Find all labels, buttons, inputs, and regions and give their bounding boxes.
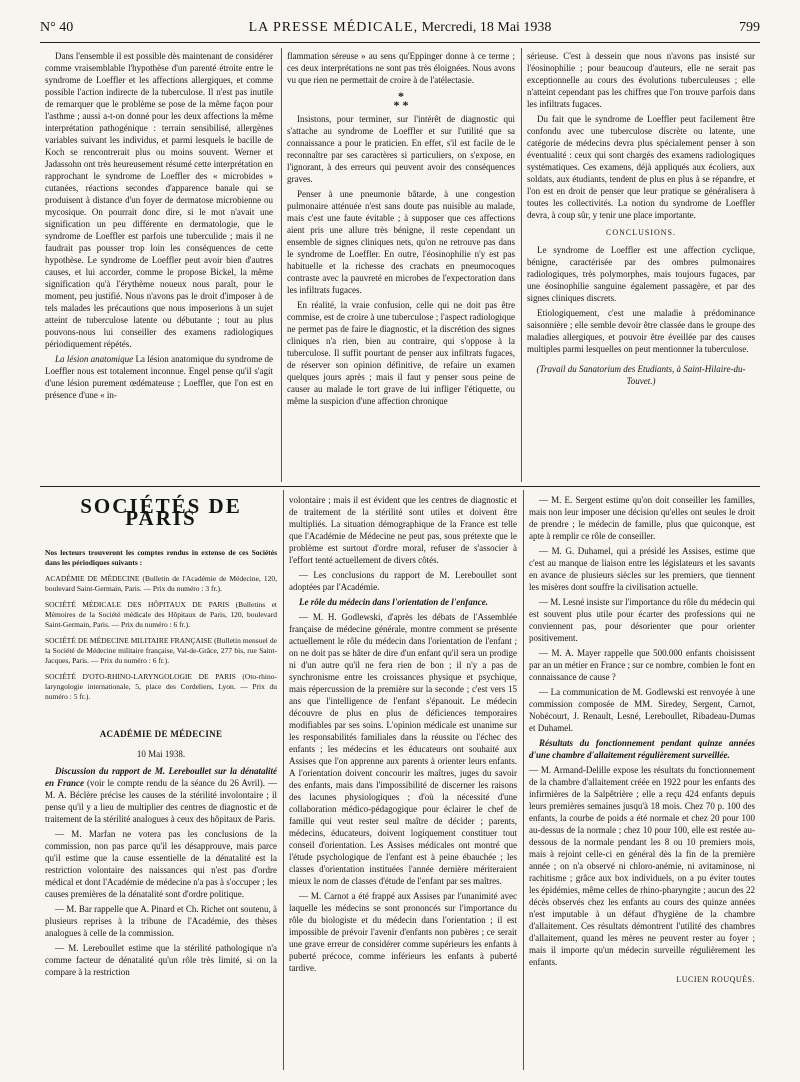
paragraph: — M. H. Godlewski, d'après les débats de l'Assemblée française de médecine générale, montre comment se présente actuellement le rôle du médecin dans l'orientation de l'enfant ; on ne doit pas se hâter de dire d'un enfant qu'il sera un prodige ni d'un autre qu'il ne fera rien de bon ; il n'y a pas de synchronisme entre les croissances physique et psychique, mais répercussion de la première sur la seconde ; c'est vers 15 ans que l'intelligence de l'enfant s'épanouit. Le médecin découvre de plus en plus de déficiences temporaires modifiables par ses soins. L'opinion médicale est unanime sur les responsabilités familiales dans la réussite ou l'échec des enfants ; les médecins et les éducateurs ont souhaité aux Assises que l'on apprenne aux parents à orienter leurs enfants. A l'orientation doivent concourir les maîtres, juges du savoir des enfants, mais dans l'impossibilité de discerner les raisons des lacunes physiologiques ; d'où la nécessité d'une collaboration médico-pédagogique pour éclairer le chef de famille qui veut rester seul maître de décider ; parents, médecins, éducateurs, doivent logiquement constituer tout conseil d'orientation. Les Assises médicales ont montré que l'étude psychologique de l'enfant est à peine ébauchée ; les classes d'orientation instituées l'année dernière mériteraient mieux le nom de classes d'étude de l'enfant par ses maîtres. [289,612,517,886]
paragraph: Insistons, pour terminer, sur l'intérêt de diagnostic qui s'attache au syndrome de Loeffler et sur l'utilité que sa connaissance a pour le praticien. En effet, s'il est facile de le reconnaître par ses caractères si particuliers, on s'expose, en l'ignorant, à des erreurs qui peuvent avoir des conséquences graves. [287,114,515,184]
paragraph: Du fait que le syndrome de Loeffler peut facilement être confondu avec une tuberculose discrète ou latente, une catégorie de médecins devra plus spécialement penser à son éventualité : ceux qui sont chargés des examens radiologiques systématiques. Ces examens, déjà appliqués aux écoliers, aux soldats, aux étudiants, tendent de plus en plus à se répandre, et l'on est en droit de penser que leur pratique se généralisera à toutes les collectivités. La notion du syndrome de Loeffler devra, à coup sûr, y tenir une place importante. [527,114,755,220]
discussion-paragraph [45,765,277,825]
paragraph: — M. A. Mayer rappelle que 500.000 enfants choisissent par an un métier en France ; sur ce nombre, combien le font en connaissance de cause ? [529,648,755,682]
section-separator-stars: * * * [393,89,409,112]
paragraph: Dans l'ensemble il est possible dès maintenant de considérer comme vraisemblable l'hypothèse d'un parenté étroite entre le syndrome de Loeffler et les affections allergiques, et comme possible l'action indirecte de la tuberculose. Il n'est pas inutile de remarquer que le problème se pose de la même façon pour l'asthme ; aussi a-t-on donné pour les deux affections la même interprétation pathogénique : terrain sensibilisé, allergènes variables suivant les individus, et parmi lesquels le bacille de Koch se rencontrerait plus ou moins souvent. Werner et Jadassohn ont très heureusement résumé cette interprétation en rapprochant le syndrome de Loeffler des « microbides » cutanées, réactions secondes d'apparence banale qui se produisent à distance d'un foyer de dermatose microbienne ou mycosique. On pourrait donc dire, si le mot n'avait une signification un peu différente en dermatologie, que le syndrome de Loeffler est parfois une tuberculide ; mais il ne faudrait pas pousser trop loin les conséquences de cette hypothèse. Le syndrome de Loeffler peut avoir bien d'autres causes, et lui accorder, comme le propose Bickel, la même signification qu'à l'érythème noueux nous paraît, pour le moment, peu justifié. Nous n'avons pas le droit d'imposer à de tels malades les précautions que nous imposerions à un sujet atteint de tuberculose latente ou débutante ; tout au plus pouvons-nous lui conseiller des examens radiologiques périodiquement répétés. [45,51,273,349]
paragraph: — Les conclusions du rapport de M. Lereboullet sont adoptées par l'Académie. [289,570,517,592]
paragraph: — M. Armand-Delille expose les résultats du fonctionnement de la chambre d'allaitement créée en 1922 pour les enfants des infirmières de la Salpêtrière ; elle a reçu 424 enfants depuis leurs premières semaines jusqu'à 18 mois. Chez 70 p. 100 des enfants, la courbe de poids a été normale et chez 20 pour 100 au-dessus de la normale ; chez 10 pour 100, elle est restée au-dessous de la normale pendant les 8 ou 10 premiers mois, mais à rejoint celle-ci en général dès la fin de la première année ; on n'a observé ni chloro-anémie, ni avitaminose, ni rachitisme ; grâce aux box individuels, on a pu éviter toutes les épidémies, même celles de rhino-pharyngite ; aucun des 22 décès observés chez les enfants au cours des quinze années n'est imputable à un défaut d'hygiène de la chambre d'allaitement. Ces résultats démontrent l'utilité des chambres d'allaitement, quand les mères ne peuvent rester au foyer ; mais il importe qu'un médecin surveille régulièrement les enfants. [529,765,755,967]
society-entry: SOCIÉTÉ D'OTO-RHINO-LARYNGOLOGIE DE PARIS (Oto-rhino-laryngologie internationale, 5, place des Cordeliers, Lyon. — Prix du numéro : 5 fr.). [45,672,277,701]
page-number: 799 [739,20,760,35]
section-rule [40,486,760,487]
society-entry: ACADÉMIE DE MÉDECINE (Bulletin de l'Académie de Médecine, 120, boulevard Saint-Germain, Paris. — Prix du numéro : 3 fr.). [45,574,277,593]
column-divider [283,490,284,1070]
publication-name: LA PRESSE MÉDICALE, [248,20,419,35]
article-column-1 [45,50,273,404]
paragraph: — La communication de M. Godlewski est renvoyée à une commission composée de MM. Siredey, Sergent, Carnot, Nobécourt, J. Renault, Lesné, Lereboullet, Ribadeau-Dumas et Duhamel. [529,687,755,733]
paragraph: — M. Carnot a été frappé aux Assises par l'unanimité avec laquelle les médecins se sont prononcés sur l'importance du rôle du biologiste et du médecin dans l'orientation ; il est impossible de prévoir l'avenir d'enfants non pubères ; ce serait une grave erreur de considérer comme supérieurs les enfants à puberté précoce, comme inférieurs les enfants à puberté tardive. [289,891,517,973]
paragraph: En réalité, la vraie confusion, celle qui ne doit pas être commise, est de croire à une tuberculose ; l'aspect radiologique ne permet pas de faire le diagnostic, et la discrétion des signes cliniques n'a rien, bien au contraire, qui s'oppose à la tuberculose. Il suffit pourtant de penser aux infiltrats fugaces, de réserver son opinion définitive, de refaire un examen quelques jours après ; mais il faut y penser sous peine de causer au malade le tort grave de lui infliger l'étiquette, ou même la suspicion d'une affection chronique [287,300,515,406]
running-title [40,20,760,36]
section-title: SOCIÉTÉS DE PARIS [80,494,242,530]
page-header [40,20,760,42]
paragraph: — M. Lereboullet estime que la stérilité pathologique n'a comme facteur de dénatalité qu'un rôle très limité, si on la compare à la restriction [45,943,277,977]
paragraph-text: La lésion anatomique du syndrome de Loeffler nous est totalement inconnue. Engel pense qu'il s'agit d'une lésion purement œdémateuse ; Loeffler, que l'on est en présence d'une « in- [45,354,274,400]
academy-date: 10 Mai 1938. [136,749,186,759]
conclusions-heading: CONCLUSIONS. [605,228,676,237]
article-column-2 [287,50,515,410]
issue-date: Mercredi, 18 Mai 1938 [421,20,552,35]
paragraph: Penser à une pneumonie bâtarde, à une congestion pulmonaire atténuée n'est sans doute pas nuisible au malade, mais c'est une faute évitable ; à supposer que ces affections aient pris une allure très bénigne, il reste cependant un ensemble de signes cliniques nets, qu'on ne retrouve pas dans le syndrome de Loeffler. En outre, l'éosinophilie n'y est pas habituelle et la richesse des crachats en pneumocoques contraste avec la pauvreté en microbes de l'expectoration dans les infiltrats fugaces. [287,189,515,295]
societies-column-1 [45,494,277,981]
paragraph: — M. Marfan ne votera pas les conclusions de la commission, non pas parce qu'il les désapprouve, mais parce qu'il estime que la cause essentielle de la dénatalité est la restriction volontaire des naissances qui n'est pas d'ordre médical et dont l'Académie de médecine n'a pas à s'occuper ; les causes premières de la dénatalité sont d'ordre politique. [45,829,277,899]
paragraph: — M. Bar rappelle que A. Pinard et Ch. Richet ont soutenu, à plusieurs reprises à la tribune de l'Académie, des thèses analogues à celle de la commission. [45,904,277,938]
societies-list [45,548,277,702]
societies-column-3 [529,494,755,986]
society-entry: SOCIÉTÉ MÉDICALE DES HÔPITAUX DE PARIS (Bulletins et Mémoires de la Société médicale des Hôpitaux de Paris, 120, boulevard Saint-Germain, Paris. — Prix du numéro : 6 fr.). [45,600,277,629]
column-divider [523,490,524,1070]
header-rule [40,42,760,43]
academy-heading: ACADÉMIE DE MÉDECINE [99,729,223,739]
results-lead: Résultats du fonctionnement pendant quinze années d'une chambre d'allaitement régulièrement surveillée. [529,738,755,760]
article-column-3 [527,50,755,387]
paragraph: Etiologiquement, c'est une maladie à prédominance saisonnière ; elle semble devoir être classée dans le groupe des maladies allergiques, et pouvoir être éveillée par des causes multiples parmi lesquelles on peut mentionner la tuberculose. [527,308,755,354]
column-divider [521,48,522,482]
paragraph-text: (voir le compte rendu de la séance du 26 Avril). — M. A. Béclère précise les causes de la stérilité involontaire ; il pense qu'il y a lieu de multiplier des centres de diagnostic et de traitement de la stérilité analogues à ceux des hôpitaux de Paris. [45,778,277,824]
issue-number: N° 40 [40,20,74,35]
paragraph: — M. Lesné insiste sur l'importance du rôle du médecin qui est souvent plus utile pour écarter des professions qui ne conviennent pas, pour désorienter que pour orienter positivement. [529,597,755,643]
society-entry: SOCIÉTÉ DE MÉDECINE MILITAIRE FRANÇAISE (Bulletin mensuel de la Société de Médecine militaire française, Val-de-Grâce, 277 bis, rue Saint-Jacques, Paris. — Prix du numéro : 6 fr.). [45,636,277,665]
article-credit: (Travail du Sanatorium des Etudiants, à Saint-Hilaire-du-Touvet.) [536,364,746,386]
orientation-lead: Le rôle du médecin dans l'orientation de l'enfance. [299,597,488,607]
paragraph: flammation séreuse » au sens qu'Eppinger donne à ce terme ; ces deux interprétations ne sont pas très éloignées. Nous avons vu que rien ne permettait de croire à de l'atélectasie. [287,51,515,85]
discussion-lead: Discussion du rapport de M. Lereboullet sur la dénatalité en France [45,766,277,788]
paragraph-lesion [45,353,273,401]
paragraph: Le syndrome de Loeffler est une affection cyclique, bénigne, caractérisée par des ombres pulmonaires radiologiques, très polymorphes, mais toujours fugaces, par une éosinophilie sanguine également passagère, et par des signes cliniques discrets. [527,245,755,303]
paragraph: — M. G. Duhamel, qui a présidé les Assises, estime que c'est au manque de liaison entre les législateurs et les savants en avance de plusieurs siècles sur les premiers, que tiennent les misères dont souffre la civilisation actuelle. [529,546,755,592]
paragraph: — M. E. Sergent estime qu'on doit conseiller les familles, mais non leur imposer une décision qu'elles ont seules le droit de prendre ; le médecin de famille, plus que quiconque, est apte à remplir ce rôle de conseiller. [529,495,755,541]
author-signature: LUCIEN ROUQUÈS. [676,975,755,984]
lesion-lead: La lésion anatomique [55,354,134,364]
paragraph: volontaire ; mais il est évident que les centres de diagnostic et de traitement de la stérilité sont utiles et doivent être multipliés. La situation démographique de la France est telle que l'Académie de Médecine ne peut pas, sous prétexte que le problème est surtout d'ordre moral, refuser de s'associer à l'effort tenté actuellement de divers côtés. [289,495,517,565]
column-divider [281,48,282,482]
paragraph: sérieuse. C'est à dessein que nous n'avons pas insisté sur l'éosinophilie ; pour beaucoup d'auteurs, elle ne serait pas exceptionnelle au cours des évolutions tuberculeuses ; elle n'atteint cependant pas les chiffres que l'on trouve parfois dans les infiltrats fugaces. [527,51,755,109]
societies-intro: Nos lecteurs trouveront les comptes rendus in extenso de ces Sociétés dans les périodiques suivants : [45,548,277,567]
societies-column-2 [289,494,517,977]
